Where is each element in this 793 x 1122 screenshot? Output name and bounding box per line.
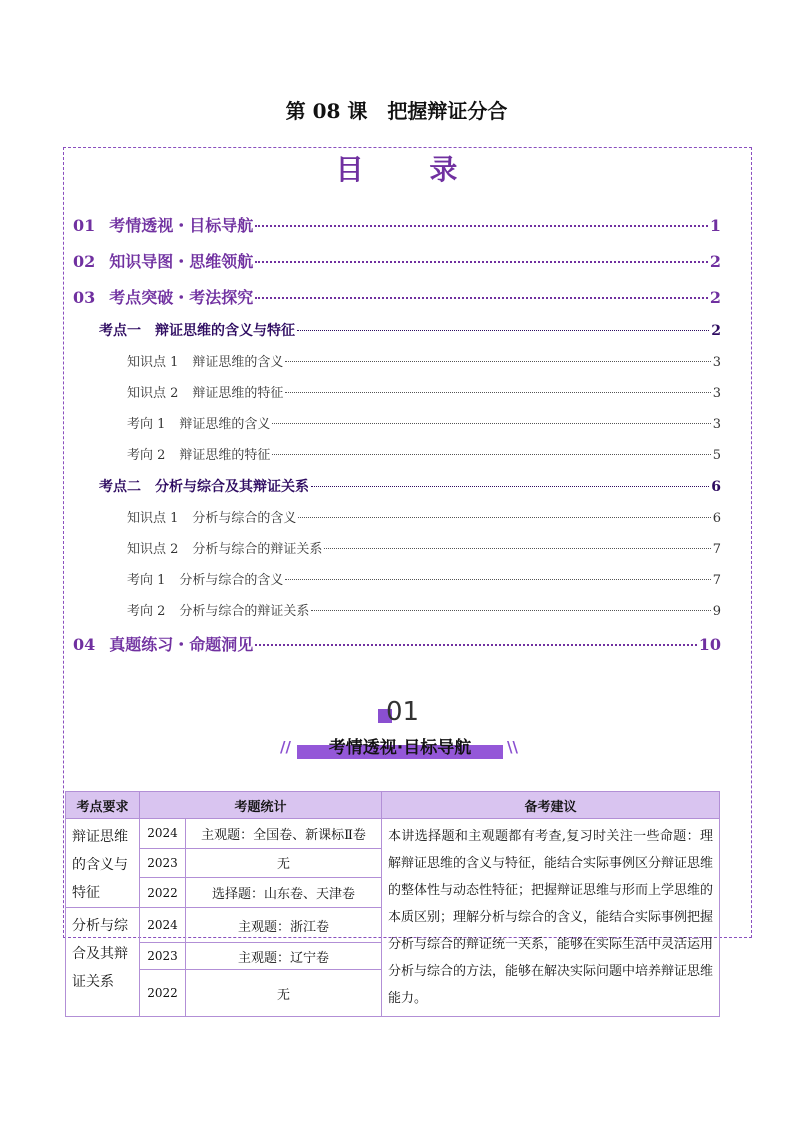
toc-entry-text: 辩证思维的含义 <box>179 417 271 432</box>
advice-cell: 本讲选择题和主观题都有考查,复习时关注一些命题：理解辩证思维的含义与特征，能结合实际事例区分辩证思维的整体性与动态性特征；把握辩证思维与形而上学思维的本质区别；理解分析与综合的含义，能结合实际事例把握分析与综合的辩证统一关系，能够在实际生活中灵活运用分析与综合的方法，能够在解决实际问题中培养辩证思维能力。 <box>382 819 720 1017</box>
toc-entry-page: 7 <box>712 573 721 588</box>
stat-cell: 无 <box>186 970 382 1017</box>
toc-entry-page: 9 <box>712 604 721 619</box>
toc-entry-page: 6 <box>711 479 721 495</box>
toc-entry-number: 知识点 2 <box>127 386 179 401</box>
toc-entry[interactable] <box>73 213 721 236</box>
toc-entry-page: 3 <box>712 355 721 370</box>
toc-entry-label <box>127 538 322 557</box>
toc-entry[interactable] <box>99 320 721 340</box>
requirement-cell: 分析与综合及其辩证关系 <box>66 908 140 1017</box>
toc-entry-number: 知识点 1 <box>127 355 179 370</box>
section-number: 01 <box>386 697 420 727</box>
year-cell: 2024 <box>140 819 186 849</box>
toc-entry-label <box>73 213 253 236</box>
toc-entry-text: 考情透视・目标导航 <box>109 216 254 235</box>
toc-entry-number: 考向 2 <box>127 604 166 619</box>
toc-entry[interactable] <box>73 285 721 308</box>
toc-entry-label <box>127 413 270 432</box>
toc-entry-number: 04 <box>73 635 96 654</box>
toc-entry-number: 考点一 <box>99 323 141 339</box>
toc-entry[interactable] <box>127 351 721 370</box>
toc-entry-text: 辩证思维的含义 <box>192 355 284 370</box>
document-title: 第 08 课 把握辩证分合 <box>285 99 508 123</box>
toc-entry[interactable] <box>127 444 721 463</box>
toc-leader-dots <box>255 644 696 646</box>
toc-leader-dots <box>255 225 708 227</box>
toc-leader-dots <box>285 392 710 393</box>
toc-entry-page: 5 <box>712 448 721 463</box>
toc-entry-number: 考向 1 <box>127 417 166 432</box>
toc-entry-label <box>99 476 309 496</box>
section-banner <box>297 733 503 759</box>
toc-entry[interactable] <box>127 569 721 588</box>
banner-slash-right: \\ <box>507 738 518 756</box>
year-cell: 2022 <box>140 878 186 908</box>
header-requirement: 考点要求 <box>66 792 140 819</box>
toc-leader-dots <box>272 454 710 455</box>
toc-entry-number: 考点二 <box>99 479 141 495</box>
year-cell: 2023 <box>140 943 186 970</box>
toc-entry-page: 2 <box>709 252 721 271</box>
toc-entry-page: 6 <box>712 511 721 526</box>
toc-entry-text: 知识导图・思维领航 <box>109 252 254 271</box>
toc-heading: 目 录 <box>335 153 486 186</box>
toc-entry-number: 知识点 1 <box>127 511 179 526</box>
toc-entry[interactable] <box>127 538 721 557</box>
toc-entry-label <box>127 444 270 463</box>
toc-entry-label <box>127 507 296 526</box>
requirement-cell: 辩证思维的含义与特征 <box>66 819 140 908</box>
stat-cell: 无 <box>186 848 382 878</box>
toc-leader-dots <box>255 297 708 299</box>
toc-entry[interactable] <box>73 249 721 272</box>
toc-leader-dots <box>297 330 709 331</box>
toc-entry-page: 2 <box>711 323 721 339</box>
toc-entry-text: 辩证思维的含义与特征 <box>155 323 295 339</box>
toc-entry[interactable] <box>127 382 721 401</box>
toc-entry-page: 3 <box>712 417 721 432</box>
year-cell: 2024 <box>140 908 186 943</box>
toc-entry-text: 真题练习・命题洞见 <box>109 635 254 654</box>
header-statistics: 考题统计 <box>140 792 382 819</box>
toc-entry[interactable] <box>127 507 721 526</box>
toc-leader-dots <box>272 423 710 424</box>
toc-entry-text: 考点突破・考法探究 <box>109 288 254 307</box>
toc-entry-label <box>127 600 309 619</box>
toc-entry-label <box>73 632 253 655</box>
toc-leader-dots <box>324 548 710 549</box>
toc-entry[interactable] <box>73 632 721 655</box>
section-banner-title: 考情透视·目标导航 <box>328 738 472 758</box>
toc-entry[interactable] <box>127 413 721 432</box>
toc-entry-number: 考向 1 <box>127 573 166 588</box>
toc-leader-dots <box>285 579 710 580</box>
toc-entry-text: 分析与综合及其辩证关系 <box>155 479 309 495</box>
toc-entry-page: 2 <box>709 288 721 307</box>
toc-entry[interactable] <box>99 476 721 496</box>
toc-entry-text: 分析与综合的辩证关系 <box>192 542 323 557</box>
toc-entry-text: 辩证思维的特征 <box>179 448 271 463</box>
toc-entry-page: 3 <box>712 386 721 401</box>
toc-entry-number: 01 <box>73 216 96 235</box>
toc-entry-label <box>127 351 283 370</box>
toc-leader-dots <box>255 261 708 263</box>
stat-cell: 主观题：辽宁卷 <box>186 943 382 970</box>
toc-entry-text: 分析与综合的辩证关系 <box>179 604 310 619</box>
toc-entry-label <box>73 285 253 308</box>
toc-entry-label <box>99 320 295 340</box>
stat-cell: 主观题：全国卷、新课标Ⅱ卷 <box>186 819 382 849</box>
toc-entry-label <box>73 249 253 272</box>
toc-leader-dots <box>311 610 710 611</box>
toc-entry-label <box>127 382 283 401</box>
toc-entry-number: 02 <box>73 252 96 271</box>
year-cell: 2023 <box>140 848 186 878</box>
toc-entry-page: 10 <box>698 635 721 654</box>
toc-leader-dots <box>298 517 710 518</box>
toc-entry-number: 03 <box>73 288 96 307</box>
toc-leader-dots <box>311 486 709 487</box>
toc-entry-text: 分析与综合的含义 <box>192 511 297 526</box>
toc-entry-page: 1 <box>709 216 721 235</box>
stat-cell: 选择题：山东卷、天津卷 <box>186 878 382 908</box>
banner-slash-left: // <box>280 738 291 756</box>
toc-entry-label <box>127 569 283 588</box>
toc-entry-text: 分析与综合的含义 <box>179 573 284 588</box>
exam-plan-table <box>65 791 720 1017</box>
table-row <box>66 819 720 849</box>
toc-entry-text: 辩证思维的特征 <box>192 386 284 401</box>
toc-entry-number: 知识点 2 <box>127 542 179 557</box>
toc-leader-dots <box>285 361 710 362</box>
table-header-row <box>66 792 720 819</box>
toc-entry-number: 考向 2 <box>127 448 166 463</box>
stat-cell: 主观题：浙江卷 <box>186 908 382 943</box>
header-advice: 备考建议 <box>382 792 720 819</box>
toc-entry[interactable] <box>127 600 721 619</box>
toc-entry-page: 7 <box>712 542 721 557</box>
year-cell: 2022 <box>140 970 186 1017</box>
